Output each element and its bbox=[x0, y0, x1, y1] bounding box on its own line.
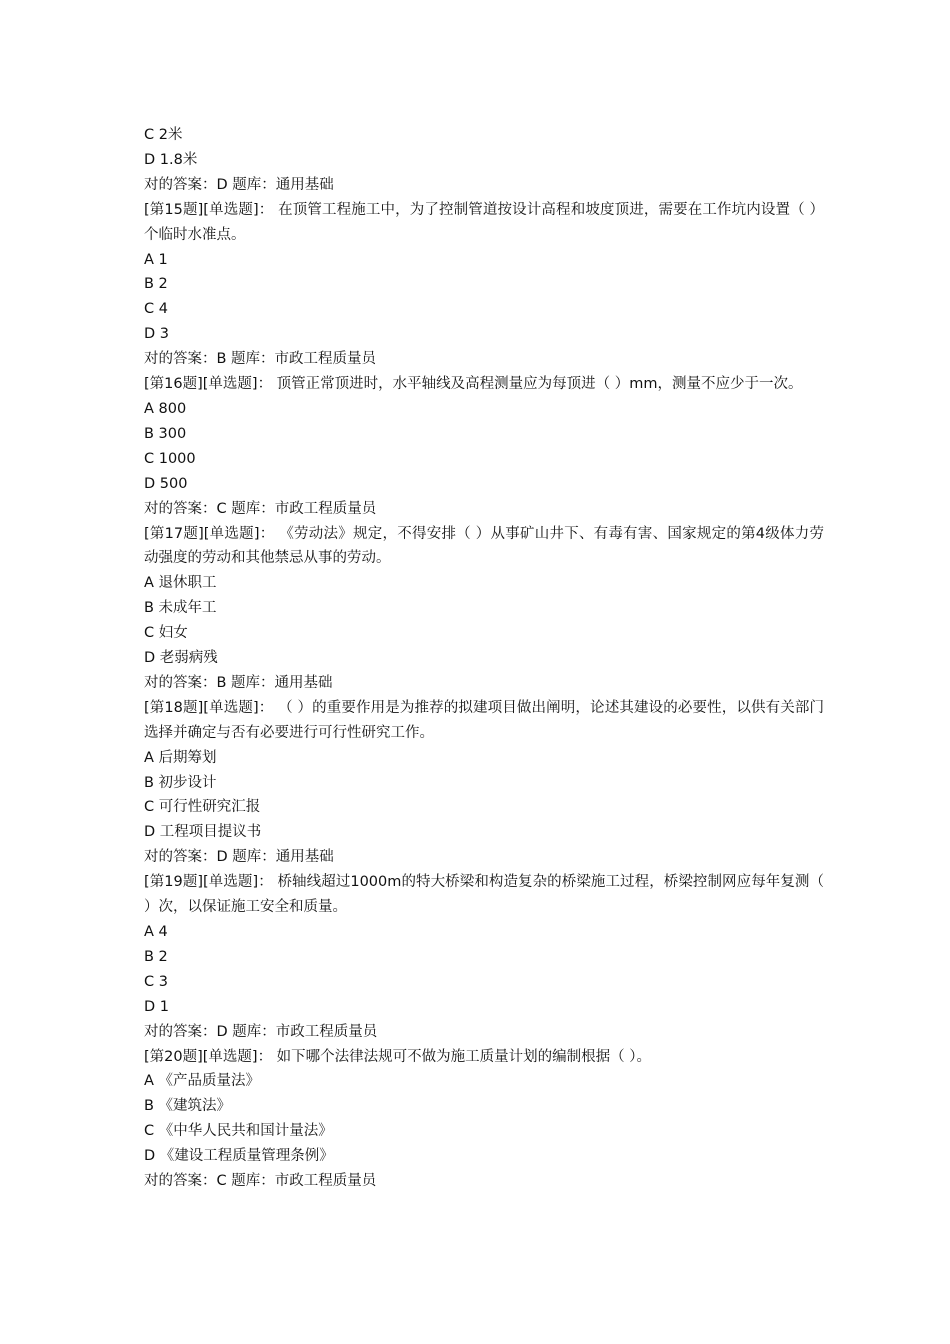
option-line: A 4 bbox=[144, 924, 168, 940]
option-line: B 未成年工 bbox=[144, 600, 217, 617]
option-line: D 工程项目提议书 bbox=[144, 824, 262, 841]
document-page bbox=[144, 123, 824, 1194]
answer-line: 对的答案：D 题库：市政工程质量员 bbox=[144, 1023, 378, 1040]
option-line: C 1000 bbox=[144, 450, 196, 467]
option-line: D 500 bbox=[144, 475, 188, 492]
option-line: A 后期筹划 bbox=[144, 749, 217, 766]
question-text: [第17题][单选题]： 《劳动法》规定，不得安排（ ）从事矿山井下、有毒有害、国家规定的第4级体力劳动强度的劳动和其他禁忌从事的劳动。 bbox=[144, 525, 824, 567]
question-text: [第16题][单选题]： 顶管正常顶进时，水平轴线及高程测量应为每顶进（ ）mm，测量不应少于一次。 bbox=[144, 376, 803, 393]
option-line: B 2 bbox=[144, 276, 168, 293]
option-line: B 300 bbox=[144, 425, 187, 442]
option-line: C 妇女 bbox=[144, 625, 188, 642]
option-line: B 《建筑法》 bbox=[144, 1098, 232, 1115]
option-line: C 3 bbox=[144, 973, 168, 990]
option-line: B 初步设计 bbox=[144, 774, 217, 791]
question-text: [第15题][单选题]： 在顶管工程施工中，为了控制管道按设计高程和坡度顶进，需要在工作坑内设置（ ）个临时水准点。 bbox=[144, 201, 824, 243]
option-line: A 退休职工 bbox=[144, 575, 217, 592]
option-line: C 《中华人民共和国计量法》 bbox=[144, 1123, 333, 1140]
option-line: C 可行性研究汇报 bbox=[144, 799, 261, 816]
option-line: C 2米 bbox=[144, 127, 183, 143]
option-line: D 《建设工程质量管理条例》 bbox=[144, 1148, 334, 1165]
option-line: A 《产品质量法》 bbox=[144, 1073, 261, 1090]
option-line: C 4 bbox=[144, 301, 168, 318]
option-line: D 3 bbox=[144, 326, 169, 343]
option-line: A 800 bbox=[144, 400, 187, 417]
option-line: D 1 bbox=[144, 998, 169, 1015]
question-text: [第18题][单选题]： （ ）的重要作用是为推荐的拟建项目做出阐明，论述其建设的必要性，以供有关部门选择并确定与否有必要进行可行性研究工作。 bbox=[144, 699, 824, 741]
option-line: D 1.8米 bbox=[144, 151, 198, 168]
answer-line: 对的答案：D 题库：通用基础 bbox=[144, 176, 334, 193]
answer-line: 对的答案：B 题库：市政工程质量员 bbox=[144, 351, 377, 368]
option-line: A 1 bbox=[144, 251, 168, 268]
answer-line: 对的答案：B 题库：通用基础 bbox=[144, 674, 333, 691]
answer-line: 对的答案：D 题库：通用基础 bbox=[144, 849, 334, 866]
question-text: [第20题][单选题]： 如下哪个法律法规可不做为施工质量计划的编制根据（ ）。 bbox=[144, 1048, 652, 1065]
option-line: B 2 bbox=[144, 948, 168, 965]
answer-line: 对的答案：C 题库：市政工程质量员 bbox=[144, 1173, 377, 1190]
option-line: D 老弱病残 bbox=[144, 650, 218, 667]
question-text: [第19题][单选题]： 桥轴线超过1000m的特大桥梁和构造复杂的桥梁施工过程，桥梁控制网应每年复测（ ）次，以保证施工安全和质量。 bbox=[144, 874, 824, 916]
answer-line: 对的答案：C 题库：市政工程质量员 bbox=[144, 500, 377, 517]
